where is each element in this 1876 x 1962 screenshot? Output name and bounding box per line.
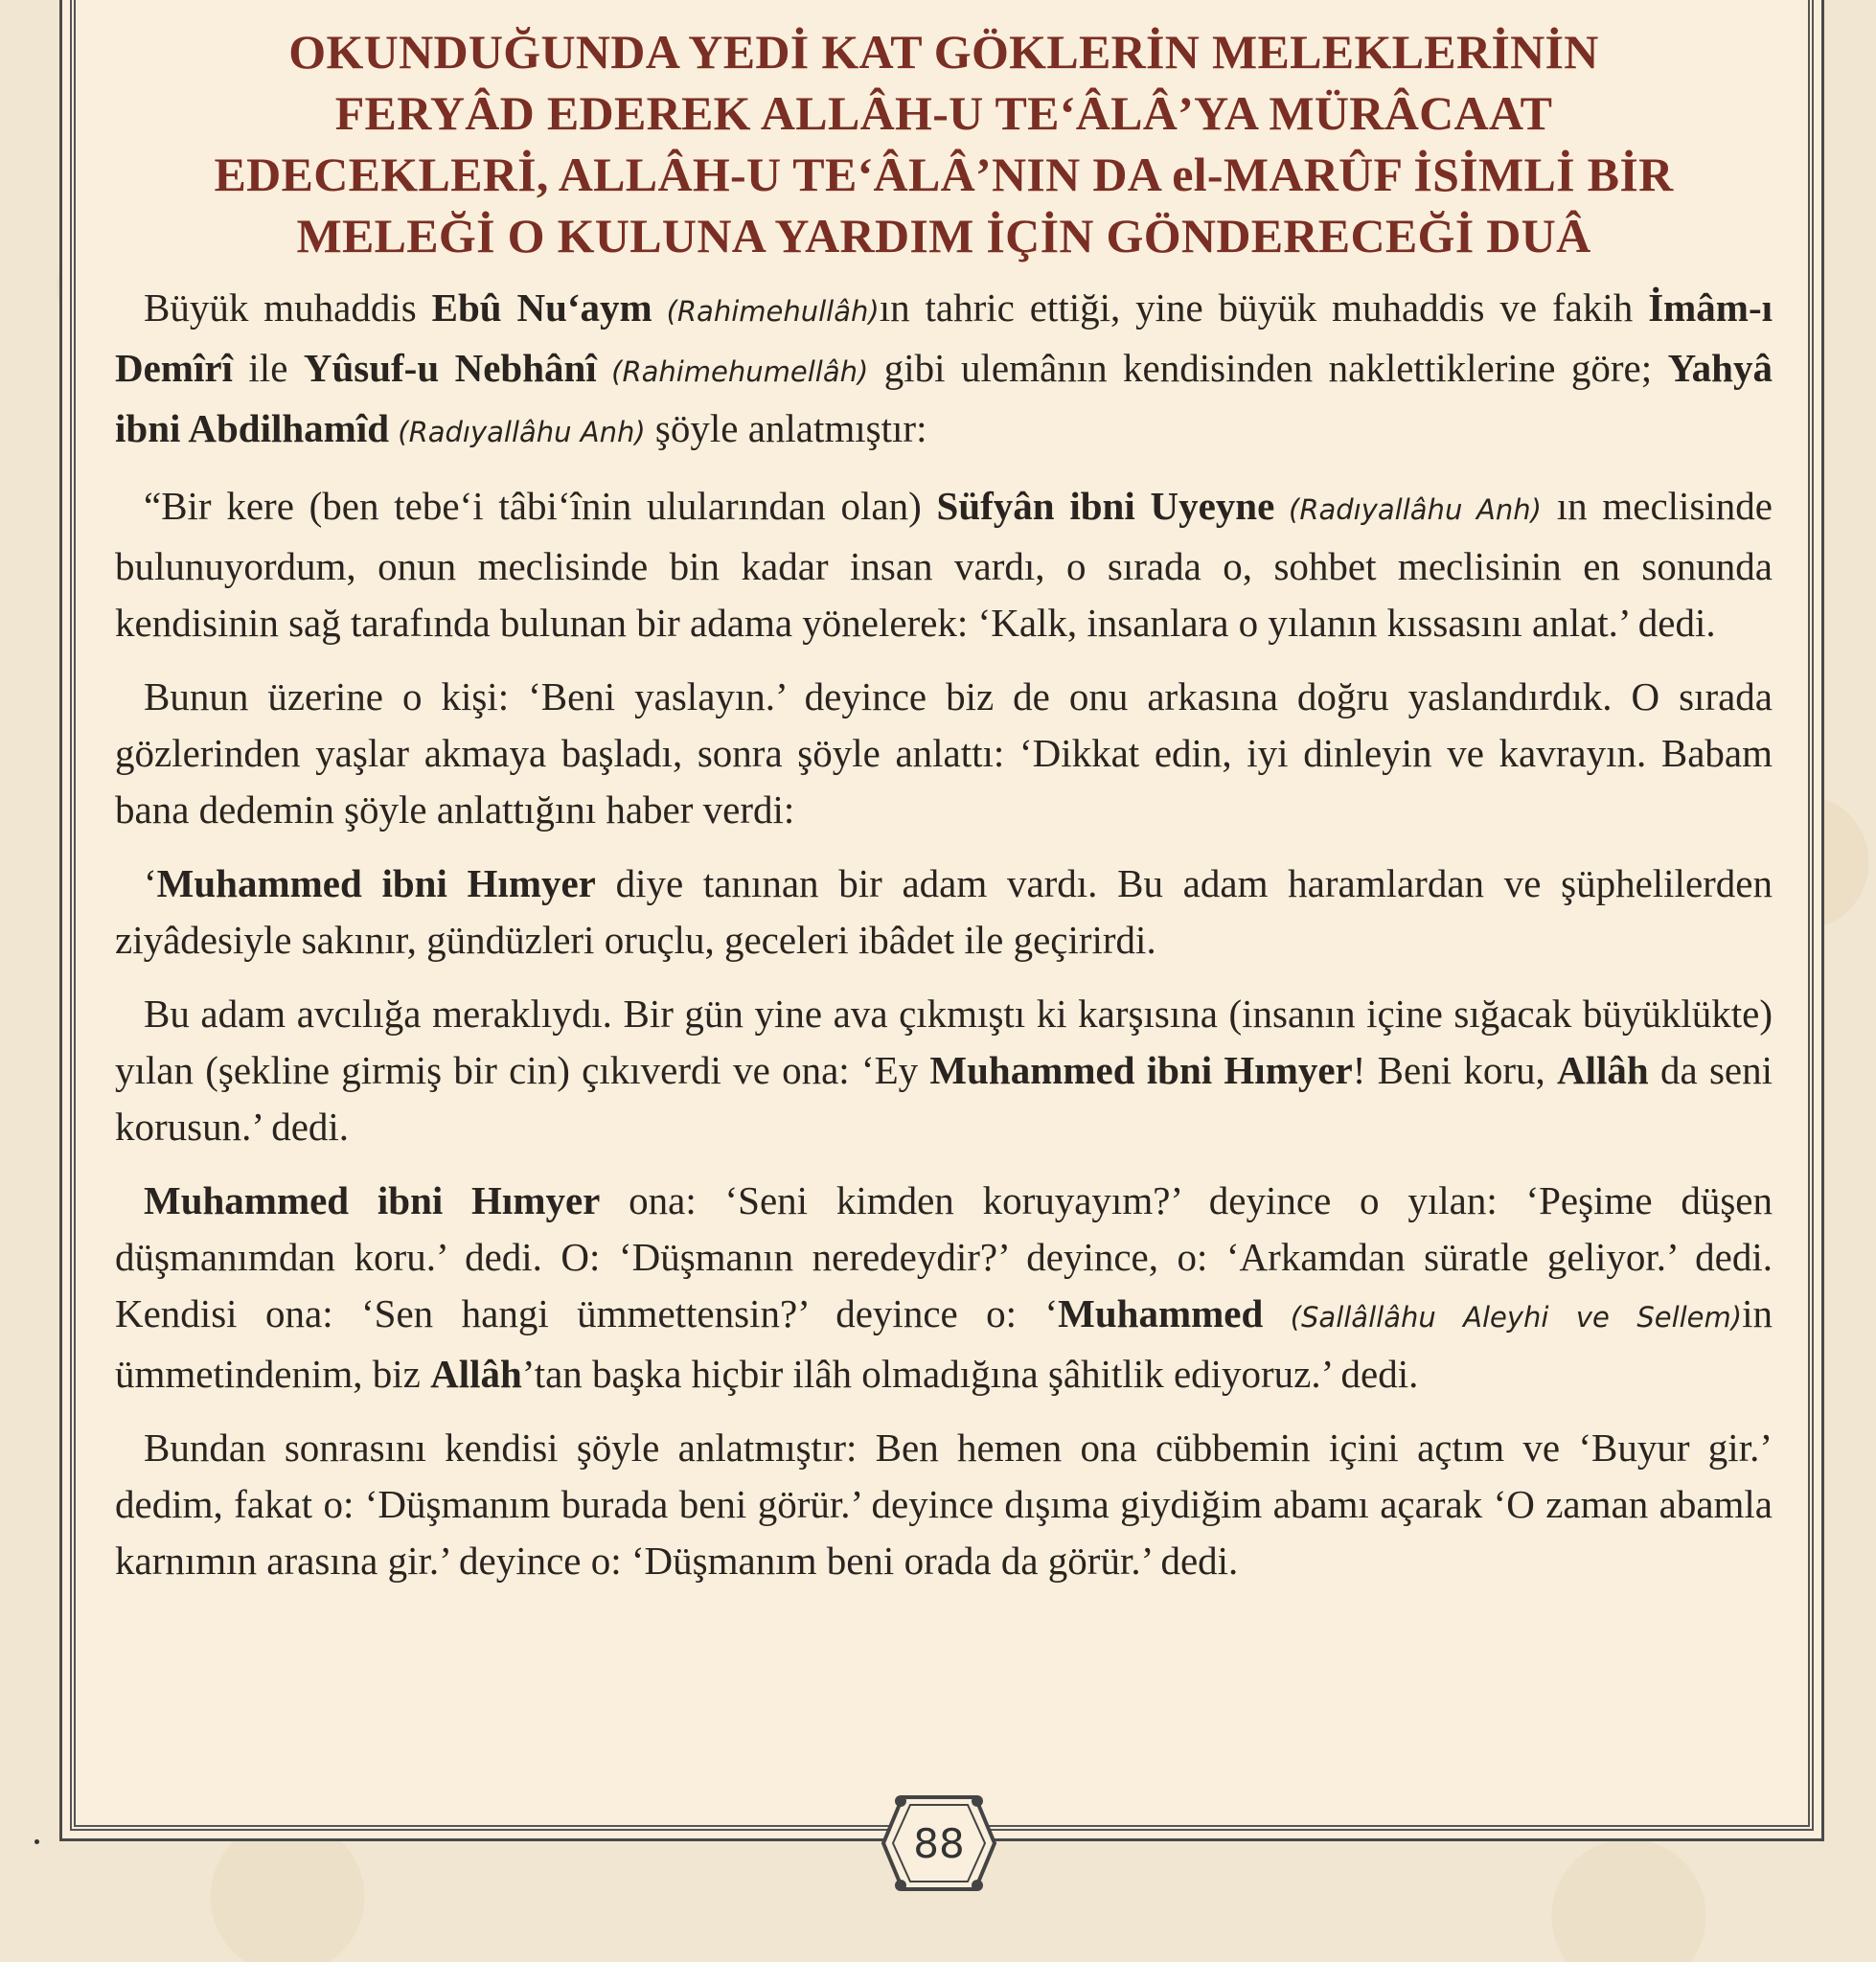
honorific: (Rahimehumellâh) — [596, 355, 869, 388]
name-muhammed-ibni-himyer: Muhammed ibni Hımyer — [144, 1178, 601, 1222]
text: ! Beni koru, — [1352, 1048, 1558, 1092]
text: ‘ — [144, 861, 157, 905]
chapter-title — [115, 21, 1773, 266]
margin-dot — [34, 1839, 39, 1844]
paragraph-1 — [115, 280, 1773, 461]
text: ın tahric ettiği, yine büyük muhaddis ve fakih — [879, 285, 1649, 330]
name-allah: Allâh — [430, 1352, 522, 1396]
text: şöyle anlatmıştır: — [645, 406, 927, 450]
text: “Bir kere (ben tebe‘i tâbi‘înin ulularından olan) — [144, 484, 937, 528]
text: Büyük muhaddis — [144, 285, 432, 330]
honorific: (Radıyallâhu Anh) — [389, 416, 646, 448]
paragraph-3 — [115, 669, 1773, 838]
name-imam-demiri: İmâm-ı Demîrî — [115, 285, 1773, 390]
page-number: 88 — [913, 1819, 965, 1867]
title-line: EDECEKLERİ, ALLÂH-U TE‘ÂLÂ’NIN DA el-MARÛF İSİMLİ BİR — [214, 148, 1674, 201]
name-muhammed: Muhammed — [1058, 1291, 1264, 1335]
page-number-badge — [874, 1790, 1004, 1897]
text: gibi ulemânın kendisinden naklettiklerine göre; — [868, 346, 1668, 390]
paragraph-4 — [115, 856, 1773, 969]
paragraph-6 — [115, 1173, 1773, 1403]
honorific: (Sallâllâhu Aleyhi ve Sellem) — [1263, 1301, 1743, 1334]
text: ’tan başka hiçbir ilâh olmadığına şâhitlik ediyoruz.’ dedi. — [521, 1352, 1419, 1396]
paragraph-7 — [115, 1420, 1773, 1589]
text: in ümmetindenim, biz — [115, 1291, 1773, 1396]
name-ebu-nuaym: Ebû Nu‘aym — [431, 285, 652, 330]
text: ile — [232, 346, 304, 390]
text: ona: ‘Seni kimden koruyayım?’ deyince o yılan: ‘Peşime düşen düşmanımdan koru.’ dedi. O: ‘Düşmanın neredeydir?’ deyince, o: ‘Arkamdan süratle geliyor.’ dedi. Kendisi ona: ‘Sen hangi ümmettensin?’ deyince o: ‘ — [115, 1178, 1773, 1335]
text: Bundan sonrasını kendisi şöyle anlatmıştır: Ben hemen ona cübbemin içini açtım ve ‘Buyur gir.’ dedim, fakat o: ‘Düşmanım burada beni görür.’ deyince dışıma giydiğim abamı açarak ‘O zaman abamla karnımın arasına gir.’ deyince o: ‘Düşmanım beni orada da görür.’ dedi. — [115, 1426, 1773, 1583]
name-yahya: Yahyâ ibni Abdilhamîd — [115, 346, 1773, 450]
page-content — [115, 21, 1773, 1589]
text: ın meclisinde bulunuyordum, onun meclisinde bin kadar insan vardı, o sırada o, sohbet meclisinin en sonunda kendisinin sağ tarafında bulunan bir adama yönelerek: ‘Kalk, insanlara o yılanın kıssasını anlat.’ dedi. — [115, 484, 1773, 645]
name-muhammed-ibni-himyer: Muhammed ibni Hımyer — [929, 1048, 1353, 1092]
honorific: (Radıyallâhu Anh) — [1274, 493, 1542, 526]
paragraph-2 — [115, 478, 1773, 651]
name-allah: Allâh — [1557, 1048, 1649, 1092]
name-yusuf-nebhani: Yûsuf-u Nebhânî — [303, 346, 597, 390]
text: da seni korusun.’ dedi. — [115, 1048, 1773, 1149]
text: Bu adam avcılığa meraklıydı. Bir gün yine ava çıkmıştı ki karşısına (insanın içine sığacak büyüklükte) yılan (şekline girmiş bir cin) çıkıverdi ve ona: ‘Ey — [115, 992, 1773, 1092]
name-sufyan: Süfyân ibni Uyeyne — [936, 484, 1275, 528]
text: diye tanınan bir adam vardı. Bu adam haramlardan ve şüphelilerden ziyâdesiyle sakınır, gündüzleri oruçlu, geceleri ibâdet ile geçirirdi. — [115, 861, 1773, 962]
paragraph-5 — [115, 986, 1773, 1155]
title-line: MELEĞİ O KULUNA YARDIM İÇİN GÖNDERECEĞİ DUÂ — [296, 209, 1591, 262]
title-line: FERYÂD EDEREK ALLÂH-U TE‘ÂLÂ’YA MÜRÂCAAT — [334, 86, 1553, 140]
honorific: (Rahimehullâh) — [652, 295, 880, 328]
title-line: OKUNDUĞUNDA YEDİ KAT GÖKLERİN MELEKLERİNİN — [288, 25, 1599, 79]
name-muhammed-ibni-himyer: Muhammed ibni Hımyer — [156, 861, 596, 905]
text: Bunun üzerine o kişi: ‘Beni yaslayın.’ deyince biz de onu arkasına doğru yaslandırdık. O sırada gözlerinden yaşlar akmaya başladı, sonra şöyle anlattı: ‘Dikkat edin, iyi dinleyin ve kavrayın. Babam bana dedemin şöyle anlattığını haber verdi: — [115, 674, 1773, 832]
